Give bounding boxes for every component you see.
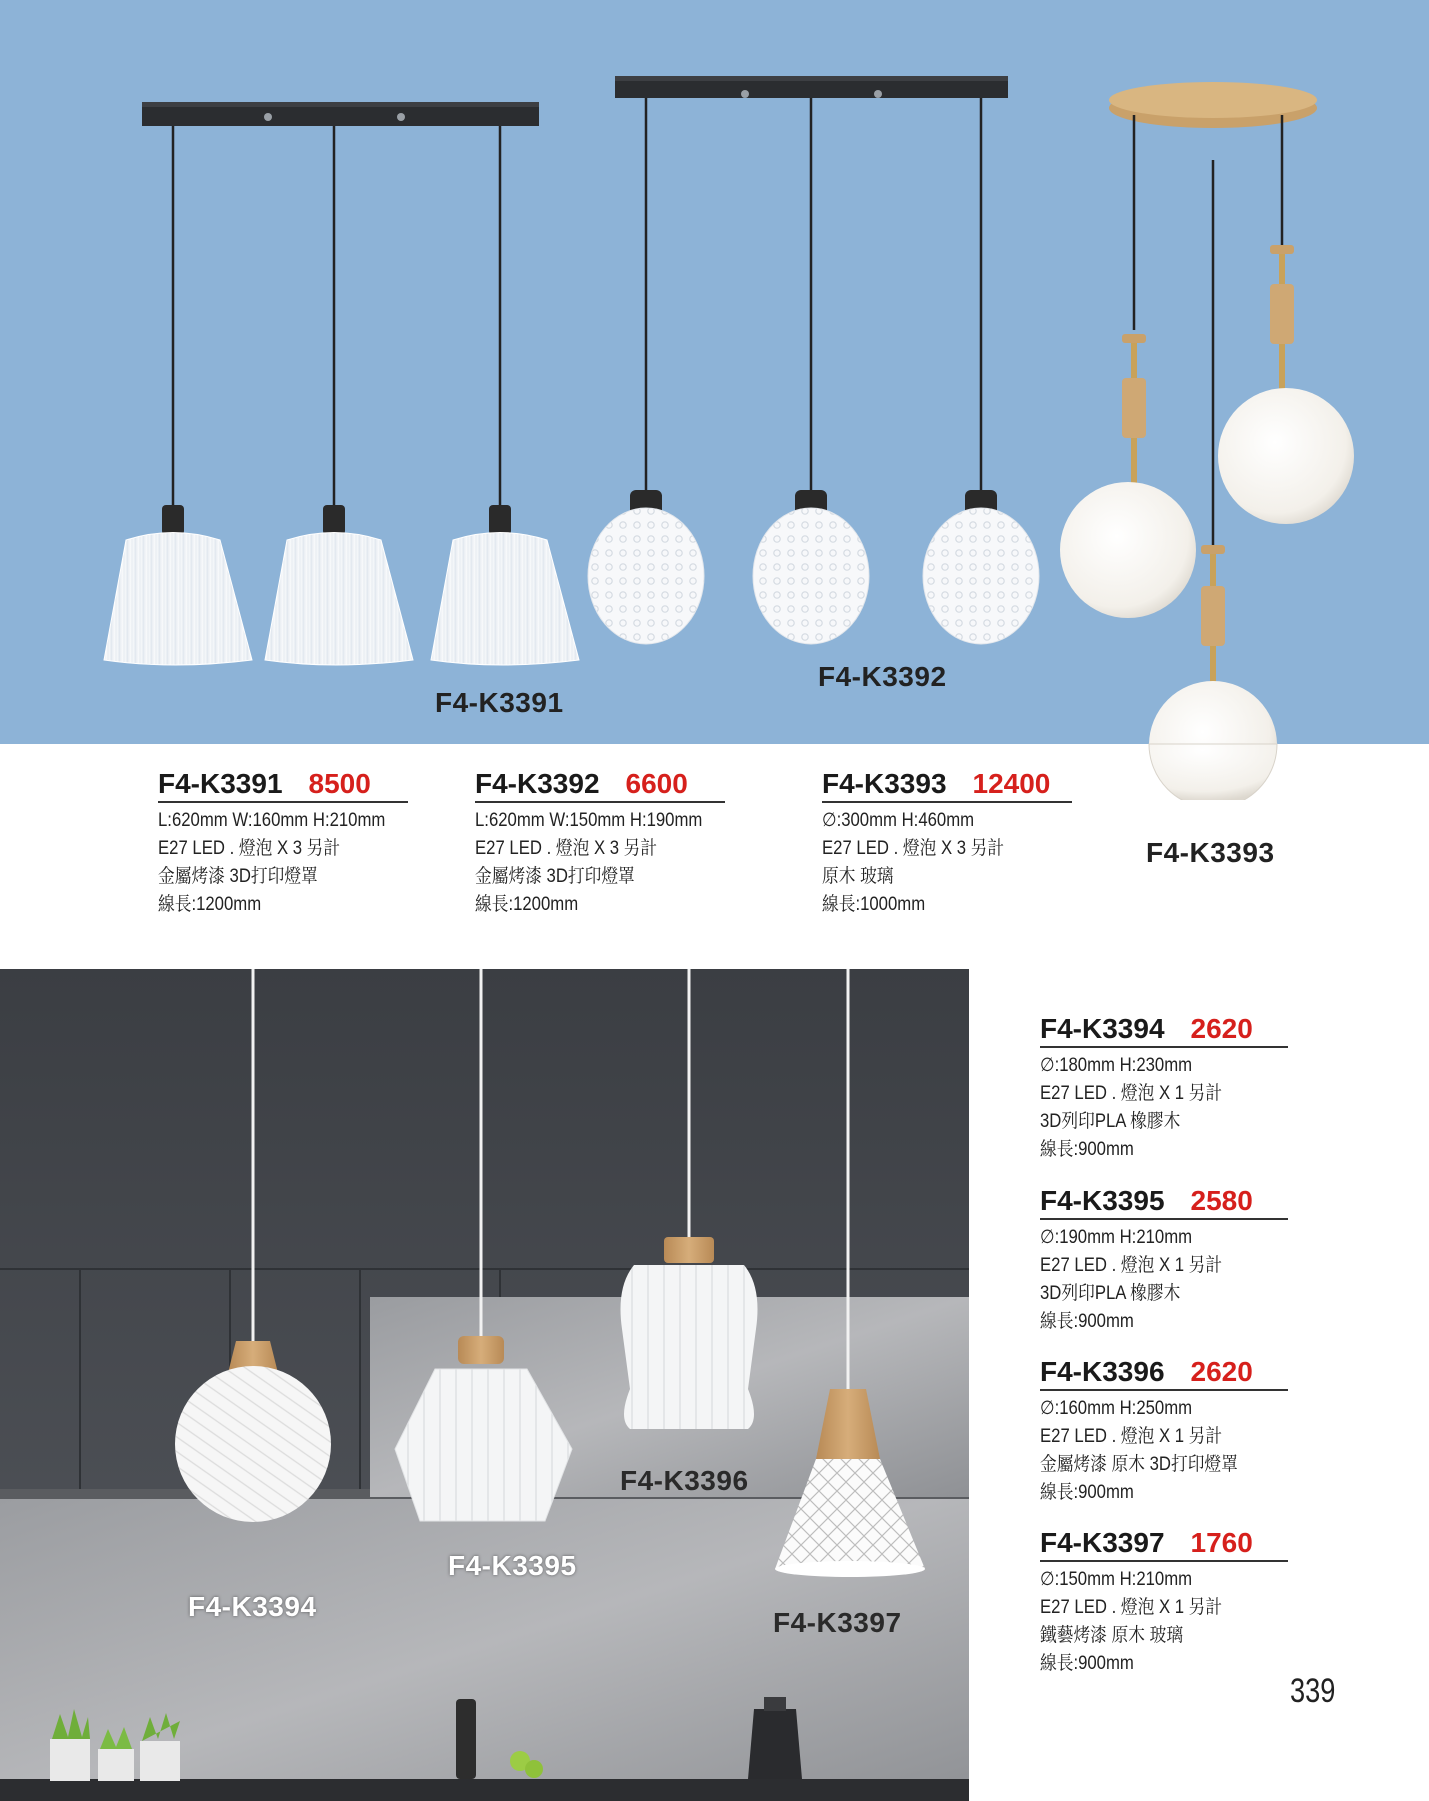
bottom-product-photo bbox=[0, 969, 969, 1801]
k3393-fixture bbox=[1060, 82, 1354, 744]
product-price: 2620 bbox=[1190, 1356, 1253, 1387]
top-product-photo bbox=[0, 0, 1429, 744]
spec-cable: 線長:1200mm bbox=[158, 894, 262, 915]
spec-bulb: E27 LED . 燈泡 X 1 另計 bbox=[1040, 1083, 1223, 1104]
spec-dimensions: ∅:180mm H:230mm bbox=[1040, 1055, 1193, 1076]
spec-cable: 線長:1000mm bbox=[822, 894, 926, 915]
spec-dimensions: ∅:190mm H:210mm bbox=[1040, 1227, 1193, 1248]
page-number: 339 bbox=[1290, 1672, 1336, 1710]
spec-material: 金屬烤漆 原木 3D打印燈罩 bbox=[1040, 1454, 1238, 1475]
product-code: F4-K3395 bbox=[1040, 1185, 1165, 1216]
k3391-fixture bbox=[104, 102, 579, 665]
product-price: 6600 bbox=[625, 768, 688, 799]
spec-dimensions: ∅:300mm H:460mm bbox=[822, 810, 975, 831]
spec-bulb: E27 LED . 燈泡 X 3 另計 bbox=[158, 838, 341, 859]
spec-k3391 bbox=[158, 768, 408, 919]
spec-header bbox=[1040, 1527, 1288, 1562]
spec-bulb: E27 LED . 燈泡 X 1 另計 bbox=[1040, 1255, 1223, 1276]
product-price: 2620 bbox=[1190, 1013, 1253, 1044]
spec-dimensions: ∅:150mm H:210mm bbox=[1040, 1569, 1193, 1590]
spec-dimensions: ∅:160mm H:250mm bbox=[1040, 1398, 1193, 1419]
spec-material: 金屬烤漆 3D打印燈罩 bbox=[158, 866, 318, 887]
label-k3391: F4-K3391 bbox=[435, 687, 564, 718]
product-code: F4-K3391 bbox=[158, 768, 283, 799]
spec-header bbox=[1040, 1356, 1288, 1391]
label-k3392: F4-K3392 bbox=[818, 661, 947, 692]
spec-k3395 bbox=[1040, 1185, 1288, 1336]
spec-material: 3D列印PLA 橡膠木 bbox=[1040, 1111, 1181, 1132]
kettle-decoration bbox=[748, 1697, 802, 1779]
spec-material: 金屬烤漆 3D打印燈罩 bbox=[475, 866, 635, 887]
spec-dimensions: L:620mm W:160mm H:210mm bbox=[158, 810, 386, 831]
label-k3393: F4-K3393 bbox=[1146, 837, 1275, 868]
spec-k3394 bbox=[1040, 1013, 1288, 1164]
spec-k3393 bbox=[822, 768, 1072, 919]
top-photo-illustration bbox=[0, 0, 1429, 744]
spec-bulb: E27 LED . 燈泡 X 1 另計 bbox=[1040, 1597, 1223, 1618]
spec-bulb: E27 LED . 燈泡 X 1 另計 bbox=[1040, 1426, 1223, 1447]
label-k3397: F4-K3397 bbox=[773, 1607, 902, 1638]
spec-material: 原木 玻璃 bbox=[822, 866, 894, 887]
spec-header bbox=[1040, 1013, 1288, 1048]
spec-cable: 線長:900mm bbox=[1040, 1139, 1134, 1160]
spec-cable: 線長:1200mm bbox=[475, 894, 579, 915]
product-code: F4-K3396 bbox=[1040, 1356, 1165, 1387]
product-price: 2580 bbox=[1190, 1185, 1253, 1216]
label-k3396: F4-K3396 bbox=[620, 1465, 749, 1496]
k3392-fixture bbox=[588, 76, 1039, 644]
spec-material: 鐵藝烤漆 原木 玻璃 bbox=[1040, 1625, 1184, 1646]
product-code: F4-K3394 bbox=[1040, 1013, 1165, 1044]
label-k3394: F4-K3394 bbox=[188, 1591, 317, 1622]
spec-k3392 bbox=[475, 768, 725, 919]
spec-header bbox=[822, 768, 1072, 803]
product-price: 1760 bbox=[1190, 1527, 1253, 1558]
bottom-photo-illustration bbox=[0, 969, 969, 1801]
spec-cable: 線長:900mm bbox=[1040, 1311, 1134, 1332]
k3393-globe-overflow bbox=[1140, 680, 1290, 800]
spec-dimensions: L:620mm W:150mm H:190mm bbox=[475, 810, 703, 831]
spec-cable: 線長:900mm bbox=[1040, 1653, 1134, 1674]
product-code: F4-K3393 bbox=[822, 768, 947, 799]
product-price: 12400 bbox=[972, 768, 1051, 799]
product-code: F4-K3392 bbox=[475, 768, 600, 799]
spec-k3396 bbox=[1040, 1356, 1288, 1507]
spec-k3397 bbox=[1040, 1527, 1288, 1678]
spec-header bbox=[158, 768, 408, 803]
spec-cable: 線長:900mm bbox=[1040, 1482, 1134, 1503]
spec-bulb: E27 LED . 燈泡 X 3 另計 bbox=[475, 838, 658, 859]
spec-material: 3D列印PLA 橡膠木 bbox=[1040, 1283, 1181, 1304]
product-price: 8500 bbox=[308, 768, 371, 799]
label-k3395: F4-K3395 bbox=[448, 1550, 577, 1581]
product-code: F4-K3397 bbox=[1040, 1527, 1165, 1558]
spec-header bbox=[475, 768, 725, 803]
spec-header bbox=[1040, 1185, 1288, 1220]
spec-bulb: E27 LED . 燈泡 X 3 另計 bbox=[822, 838, 1005, 859]
